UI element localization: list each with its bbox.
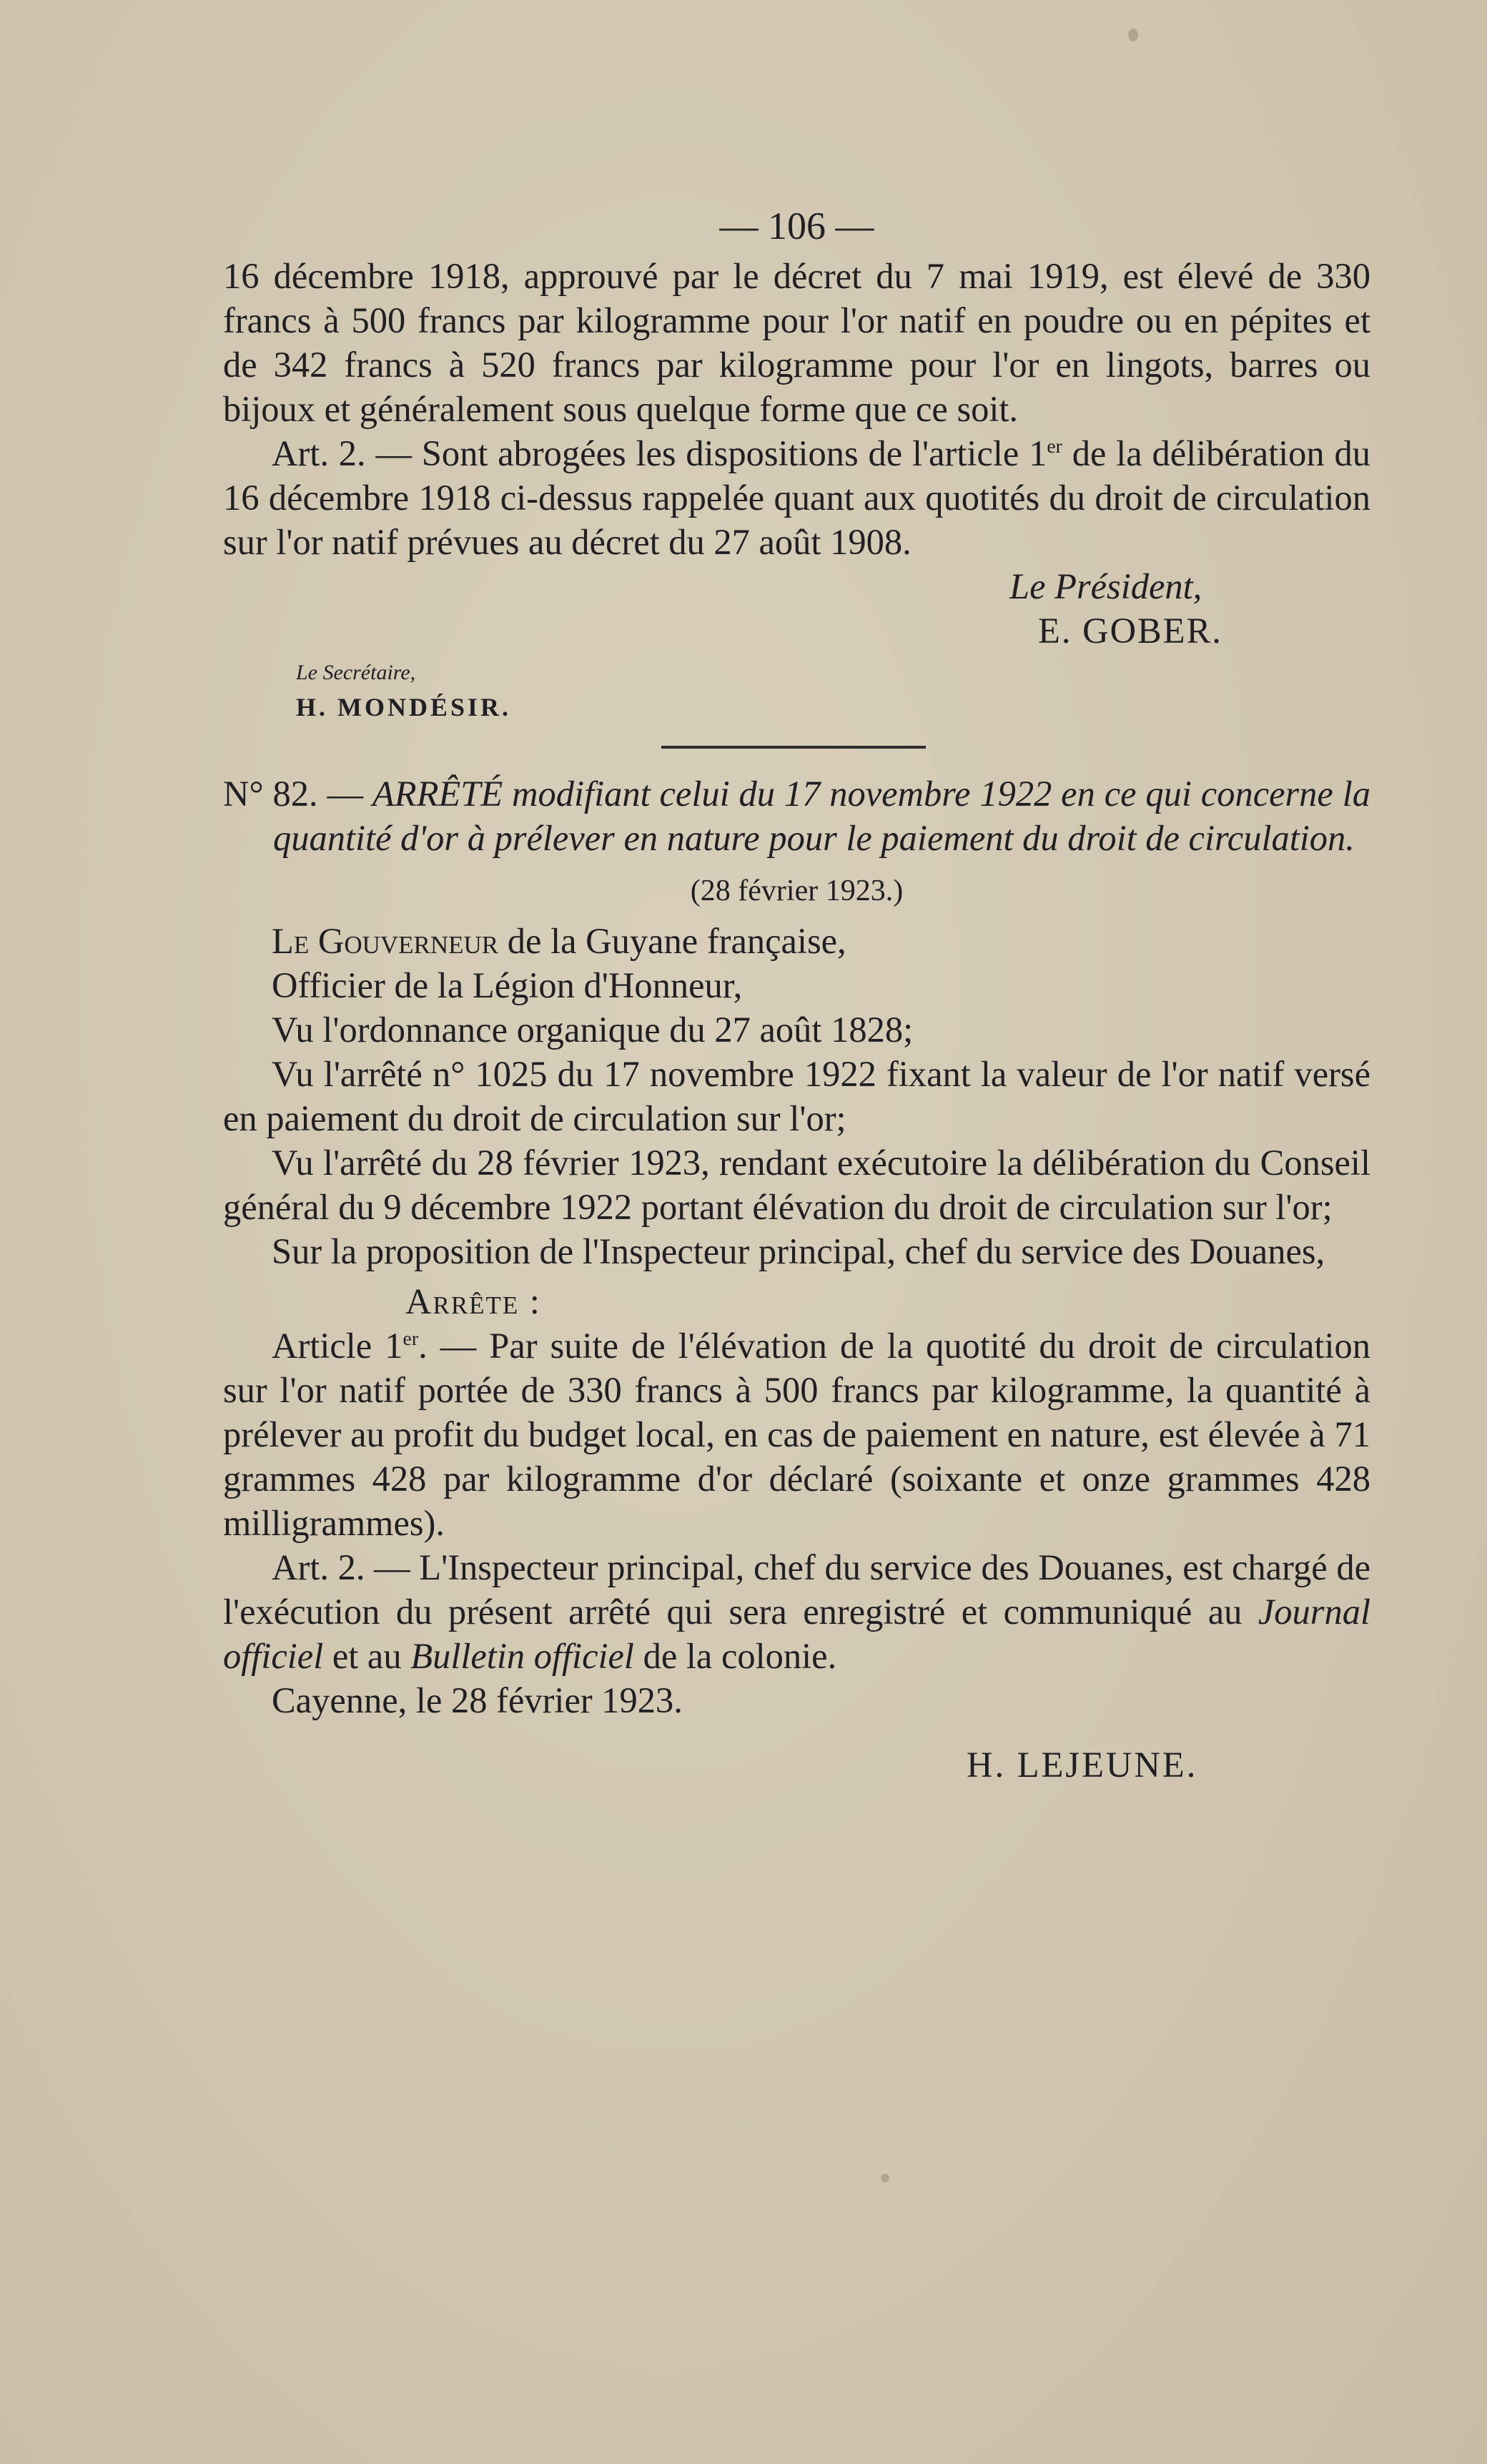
officier-line: Officier de la Légion d'Honneur, (272, 965, 743, 1005)
article-2-text-end: de la délibération du 16 décembre 1918 ci-dessus rappelée quant aux quotités du droit de circulation sur l'or natif prévues au décret du 27 août 1908. (223, 433, 1370, 562)
article-1-label: Article 1 (272, 1326, 403, 1366)
article-1-paragraph (223, 1324, 1370, 1545)
vu-arrete-28-fevrier: Vu l'arrêté du 28 février 1923, rendant exécutoire la délibération du Conseil général du 9 décembre 1922 portant élévation du droit de circulation sur l'or; (223, 1143, 1370, 1227)
president-signature (1009, 564, 1370, 653)
section-divider (661, 746, 926, 749)
place-and-date: Cayenne, le 28 février 1923. (272, 1680, 683, 1720)
journal-officiel: Journal officiel (223, 1592, 1370, 1676)
secretary-signature (296, 656, 1370, 724)
gouverneur-title: Le Gouverneur (272, 921, 499, 961)
president-title: Le Président, (1009, 566, 1202, 606)
arrete-heading-word: Arrête : (405, 1281, 541, 1321)
vu-ordonnance: Vu l'ordonnance organique du 27 août 1828; (272, 1010, 914, 1050)
article-2-text-start: Art. 2. — Sont abrogées les dispositions de l'article 1 (272, 433, 1047, 473)
article-2-paragraph (223, 431, 1370, 564)
page-number-text: — 106 — (719, 204, 874, 247)
article-2-superscript: er (1047, 435, 1062, 458)
decree-continuation-paragraph: 16 décembre 1918, approuvé par le décret du 7 mai 1919, est élevé de 330 francs à 500 francs par kilogramme pour l'or natif en poudre ou en pépites et de 342 francs à 520 francs par kilogramme pour l'or en lingots, barres ou bijoux et généralement sous quelque forme que ce soit. (223, 256, 1370, 429)
president-name: E. GOBER. (1038, 611, 1222, 651)
arrete-date: (28 février 1923.) (690, 874, 904, 907)
gouverneur-rest: de la Guyane française, (498, 921, 846, 961)
article-2-exec-end: de la colonie. (633, 1636, 837, 1676)
governor-signature: H. LEJEUNE. (967, 1745, 1198, 1785)
paper-speck (881, 2174, 889, 2182)
arrete-number: N° 82. — (223, 774, 372, 814)
article-2-execution-paragraph (223, 1545, 1370, 1678)
bulletin-officiel: Bulletin officiel (410, 1636, 634, 1676)
paper-speck (1128, 29, 1138, 41)
gouverneur-line (223, 919, 1370, 963)
sur-proposition: Sur la proposition de l'Inspecteur principal, chef du service des Douanes, (272, 1231, 1325, 1271)
article-2-exec-mid: et au (323, 1636, 411, 1676)
arrete-heading: ARRÊTÉ modifiant celui du 17 novembre 1922 en ce qui concerne la quantité d'or à prélever en nature pour le paiement du droit de circulation. (273, 774, 1370, 858)
secretary-title: Le Secrétaire, (296, 661, 416, 684)
article-2-exec-text: Art. 2. — L'Inspecteur principal, chef du service des Douanes, est chargé de l'exécution du présent arrêté qui sera enregistré et communiqué au (223, 1547, 1370, 1632)
article-1-superscript: er (402, 1328, 419, 1351)
document-body (223, 204, 1370, 1787)
vu-arrete-1025: Vu l'arrêté n° 1025 du 17 novembre 1922 fixant la valeur de l'or natif versé en paiement du droit de circulation sur l'or; (223, 1054, 1370, 1138)
arrete-title (223, 772, 1370, 860)
secretary-name: H. MONDÉSIR. (296, 693, 512, 721)
article-1-text: . — Par suite de l'élévation de la quotité du droit de circulation sur l'or natif portée de 330 francs à 500 francs par kilogramme, la quantité à prélever au profit du budget local, en cas de paiement en nature, est élevée à 71 grammes 428 par kilogramme d'or déclaré (soixante et onze grammes 428 milligrammes). (223, 1326, 1370, 1543)
page-number (223, 204, 1370, 248)
